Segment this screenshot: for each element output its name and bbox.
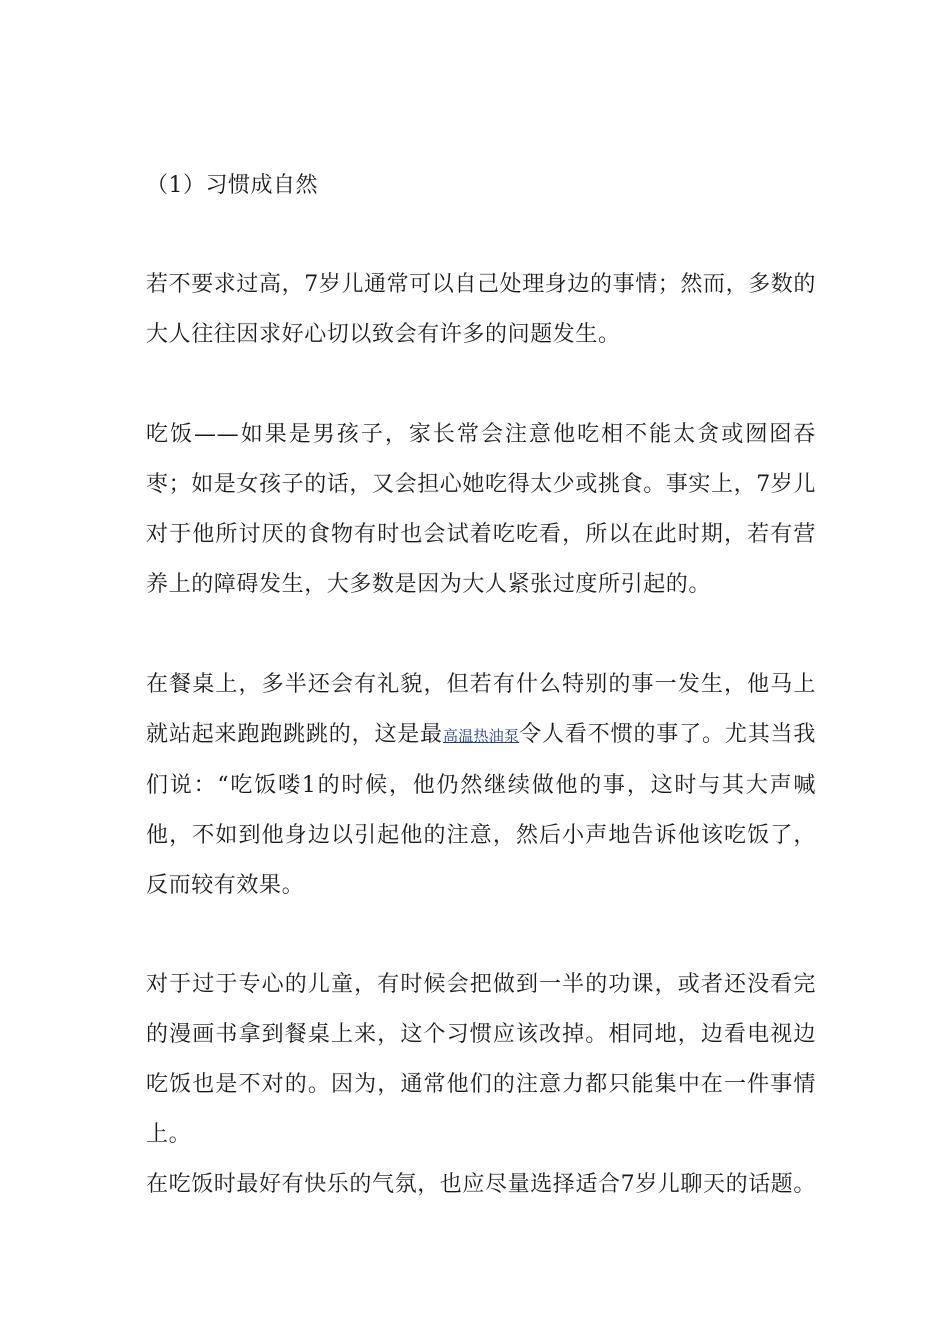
paragraph-self-care: 若不要求过高，7岁儿通常可以自己处理身边的事情；然而，多数的大人往往因求好心切以致会有许多的问题发生。: [146, 272, 816, 347]
paragraph-atmosphere: 在吃饭时最好有快乐的气氛，也应尽量选择适合7岁儿聊天的话题。: [146, 1172, 816, 1197]
paragraph-table-manners: [146, 660, 816, 911]
paragraph-focus: 对于过于专心的儿童，有时候会把做到一半的功课，或者还没看完的漫画书拿到餐桌上来，这个习惯应该改掉。相同地，边看电视边吃饭也是不对的。因为，通常他们的注意力都只能集中在一件事情上。: [146, 972, 816, 1147]
inline-ad-link[interactable]: 高温热油泵: [443, 727, 520, 745]
paragraph-eating: 吃饭——如果是男孩子，家长常会注意他吃相不能太贪或囫囵吞枣；如是女孩子的话，又会担心她吃得太少或挑食。事实上，7岁儿对于他所讨厌的食物有时也会试着吃吃看，所以在此时期，若有营养上的障碍发生，大多数是因为大人紧张过度所引起的。: [146, 422, 816, 597]
section-heading: （1）习惯成自然: [146, 173, 318, 198]
paragraph-table-manners-text-after: 令人看不惯的事了。尤其当我们说：“吃饭喽1的时候，他仍然继续做他的事，这时与其大声喊他，不如到他身边以引起他的注意，然后小声地告诉他该吃饭了，反而较有效果。: [146, 722, 816, 898]
paragraph-table-manners-text-before: 在餐桌上，多半还会有礼貌，但若有什么特别的事一发生，他马上就站起来跑跑跳跳的，这是最: [146, 672, 816, 747]
